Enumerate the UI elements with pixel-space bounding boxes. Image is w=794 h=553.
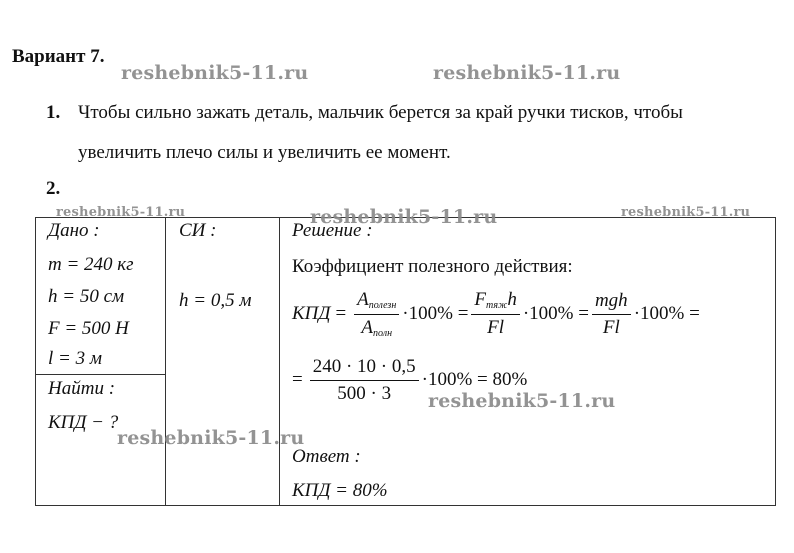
answer-value: КПД = 80%	[292, 480, 388, 501]
fraction-numbers	[310, 356, 419, 405]
equals-sign: =	[335, 303, 347, 324]
a-useful-sub: полезн	[368, 300, 397, 311]
si-header: СИ :	[179, 220, 217, 241]
column-divider	[279, 218, 280, 505]
solution-text: Коэффициент полезного действия:	[292, 256, 573, 277]
variant-title: Вариант 7.	[12, 46, 105, 67]
si-value: h = 0,5 м	[179, 290, 252, 311]
given-find-divider	[36, 374, 165, 375]
watermark: reshebnik5-11.ru	[117, 427, 305, 449]
watermark: reshebnik5-11.ru	[121, 62, 309, 84]
fl-den-1: Fl	[487, 316, 505, 338]
fraction-mgh	[592, 290, 631, 339]
fl-den-2: Fl	[602, 316, 620, 338]
task2-number: 2.	[46, 178, 61, 199]
f-h: h	[507, 289, 517, 311]
given-length: l = 3 м	[48, 348, 102, 369]
f-sub: тяж	[486, 300, 508, 312]
f-num: F	[474, 289, 487, 311]
kpd-symbol: КПД	[292, 303, 331, 324]
calc-denominator: 500 · 3	[337, 382, 392, 404]
times-100-1: ·100% =	[402, 303, 469, 324]
calc-result: ·100% = 80%	[421, 369, 528, 390]
given-mass: m = 240 кг	[48, 254, 134, 275]
a-total-sub: полн	[372, 327, 393, 339]
task1-line1: Чтобы сильно зажать деталь, мальчик берется за край ручки тисков, чтобы	[78, 102, 683, 123]
task1-number: 1.	[46, 102, 61, 123]
task1-line2: увеличить плечо силы и увеличить ее момент.	[78, 142, 451, 163]
given-force: F = 500 Н	[48, 318, 129, 339]
a-useful: A	[357, 289, 369, 310]
solution-table	[35, 217, 776, 506]
watermark: reshebnik5-11.ru	[56, 205, 186, 220]
given-height: h = 50 см	[48, 286, 125, 307]
find-header: Найти :	[48, 378, 116, 399]
efficiency-formula	[292, 286, 700, 342]
find-value: КПД − ?	[48, 412, 119, 433]
times-100-3: ·100% =	[633, 303, 700, 324]
watermark: reshebnik5-11.ru	[428, 390, 616, 412]
mgh-num: mgh	[592, 290, 631, 315]
fraction-force	[471, 289, 519, 338]
times-100-2: ·100% =	[522, 303, 589, 324]
equals-sign-2: =	[292, 369, 303, 390]
given-header: Дано :	[48, 220, 100, 241]
watermark: reshebnik5-11.ru	[621, 205, 751, 220]
a-total: A	[361, 316, 373, 338]
calc-numerator: 240 · 10 · 0,5	[310, 356, 419, 381]
answer-header: Ответ :	[292, 446, 361, 467]
column-divider	[165, 218, 166, 505]
watermark: reshebnik5-11.ru	[433, 62, 621, 84]
watermark: reshebnik5-11.ru	[310, 206, 498, 228]
solution-header: Решение :	[292, 220, 373, 241]
fraction-work	[354, 289, 399, 339]
